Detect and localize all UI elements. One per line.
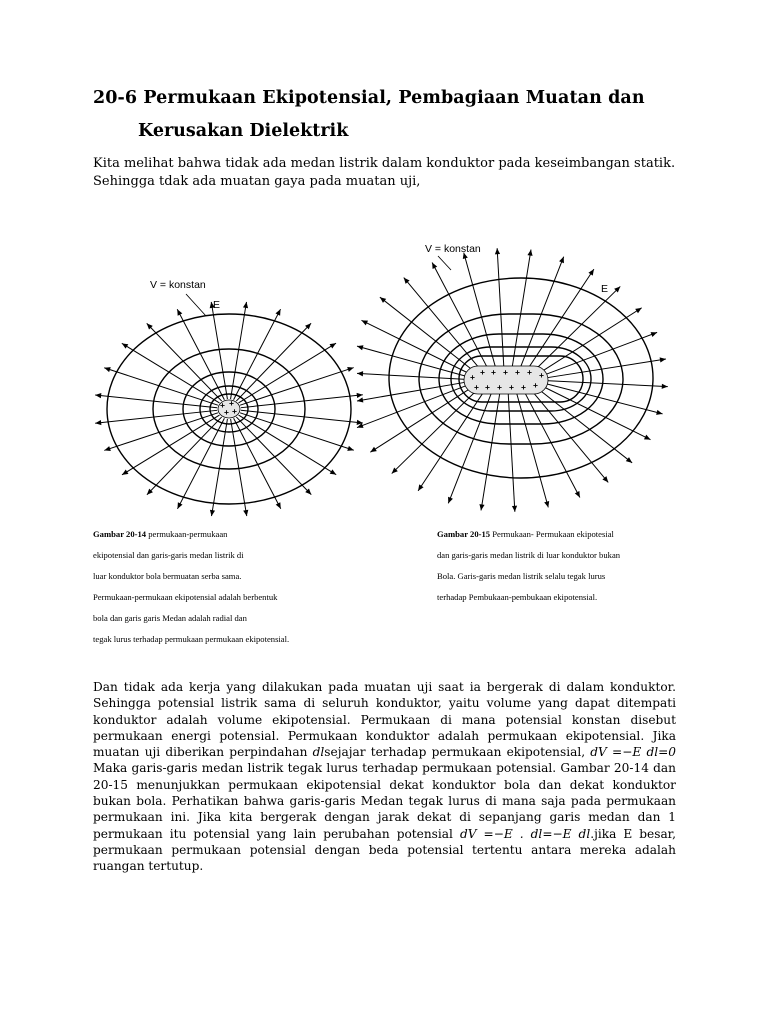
section-title-line1: 20-6 Permukaan Ekipotensial, Pembagiaan Muatan dan	[93, 88, 645, 108]
field-line	[104, 413, 218, 451]
field-arrowhead	[527, 250, 532, 256]
field-arrowhead	[660, 357, 666, 362]
math-dv-equation: dV =−E . dl=−E dl	[459, 826, 591, 841]
field-line	[234, 418, 281, 509]
charge-plus: +	[515, 367, 520, 377]
body-line: permukaan permukaan potensial dengan beda potensial tertentu antara mereka adalah	[93, 842, 676, 857]
charge-plus: +	[491, 367, 496, 377]
body-line: permukaan energi potensial. Permukaan konduktor adalah permukaan ekipotensial. Jika	[93, 728, 676, 743]
field-arrowhead	[330, 469, 336, 474]
math-dv-equation: dV =−E dl=0	[590, 745, 676, 760]
field-arrowhead	[370, 447, 376, 452]
field-arrowhead	[357, 371, 363, 376]
field-line	[104, 368, 218, 405]
charge-plus: +	[232, 406, 237, 416]
field-arrowhead	[479, 504, 484, 510]
field-line	[177, 418, 224, 509]
field-arrowhead	[662, 384, 668, 389]
body-line: konduktor adalah volume ekipotensial. Permukaan di mana potensial konstan disebut	[93, 712, 676, 727]
field-line	[147, 417, 222, 495]
charge-plus: +	[485, 382, 490, 392]
field-arrowhead	[243, 510, 248, 516]
caption-line: Bola. Garis-garis medan listrik selalu tegak lurus	[437, 571, 606, 581]
field-arrowhead	[418, 484, 423, 490]
field-line	[177, 309, 224, 400]
label-leader-line	[186, 294, 206, 316]
charge-plus: +	[503, 367, 508, 377]
charge-plus: +	[224, 407, 229, 417]
field-arrowhead	[104, 446, 111, 451]
e-field-label: E	[601, 283, 609, 295]
charge-plus: +	[470, 372, 475, 382]
field-line	[516, 393, 548, 508]
caption-line: Permukaan- Permukaan ekipotesial	[490, 529, 614, 539]
charge-plus: +	[509, 382, 514, 392]
field-line	[542, 386, 651, 440]
field-line	[546, 381, 668, 387]
field-line	[147, 323, 222, 401]
caption-line: permukaan-permukaan	[146, 529, 228, 539]
figure-nonspherical-equipotential	[353, 230, 678, 520]
intro-line: Kita melihat bahwa tidak ada medan listrik dalam konduktor pada keseimbangan statik.	[93, 156, 676, 171]
intro-line: Sehingga tdak ada muatan gaya pada muatan uji,	[93, 174, 421, 189]
body-paragraph	[93, 679, 676, 875]
charge-plus: +	[497, 382, 502, 392]
caption-line: dan garis-garis medan listrik di luar konduktor bukan	[437, 550, 621, 560]
field-arrowhead	[448, 497, 453, 504]
field-line	[464, 253, 496, 368]
field-arrowhead	[512, 506, 517, 512]
field-line	[241, 395, 363, 408]
field-arrowhead	[357, 397, 363, 402]
field-arrowhead	[104, 367, 111, 372]
charge-plus: +	[521, 382, 526, 392]
body-line: 20-15 menunjukkan permukaan ekipotensial dekat konduktor bola dan dekat konduktor	[93, 777, 676, 792]
body-line: ruangan tertutup.	[93, 859, 204, 874]
caption-line: bola dan garis garis Medan adalah radial dan	[93, 613, 247, 623]
field-arrowhead	[495, 248, 500, 254]
caption-label: Gambar 20-15	[437, 529, 491, 539]
field-line	[240, 413, 354, 450]
body-line: permukaan ini. Jika kita bergerak dengan jarak dekat di sepanjang garis medan dan 1	[93, 810, 676, 825]
caption-label: Gambar 20-14	[93, 529, 147, 539]
caption-line: luar konduktor bola bermuatan serba sama.	[93, 571, 242, 581]
body-line: bukan bola. Perhatikan bahwa garis-garis Medan tegak lurus di mana saja pada permukaan	[93, 794, 676, 809]
field-line	[95, 410, 217, 423]
field-line	[531, 390, 608, 482]
field-line	[370, 387, 472, 452]
math-dl: dl	[312, 745, 325, 760]
body-line: muatan uji diberikan perpindahan dlsejajar terhadap permukaan ekipotensial, dV =−E dl=0	[93, 745, 676, 760]
body-line: Dan tidak ada kerja yang dilakukan pada muatan uji saat ia bergerak di dalam konduktor.	[93, 680, 676, 694]
field-line	[240, 368, 354, 406]
field-line	[357, 346, 467, 377]
body-line: Maka garis-garis medan listrik tegak lurus terhadap permukaan potensial. Gambar 20-14 dan	[93, 761, 676, 776]
field-arrowhead	[95, 393, 101, 398]
field-arrowhead	[122, 469, 128, 474]
body-line: Sehingga potensial listrik sama di seluruh konduktor, yaitu volume yang dapat ditempati	[93, 696, 676, 711]
v-constant-label: V = konstan	[150, 279, 206, 291]
field-line	[95, 395, 217, 408]
field-line	[361, 320, 470, 374]
field-line	[545, 359, 665, 378]
field-arrowhead	[635, 308, 641, 313]
field-arrowhead	[588, 269, 593, 275]
caption-line: ekipotensial dan garis-garis medan listrik di	[93, 550, 244, 560]
charge-plus: +	[539, 370, 544, 380]
field-line	[512, 250, 531, 368]
field-arrowhead	[357, 423, 364, 428]
caption-figure-20-14	[93, 524, 289, 650]
field-line	[234, 309, 281, 400]
field-line	[539, 308, 641, 373]
field-line	[432, 263, 488, 369]
field-arrowhead	[210, 510, 215, 516]
intro-paragraph	[93, 155, 683, 191]
charge-plus: +	[229, 398, 234, 408]
label-leader-line	[438, 256, 451, 270]
field-arrowhead	[243, 302, 248, 308]
field-line	[357, 373, 466, 379]
field-arrowhead	[122, 343, 128, 348]
field-line	[404, 278, 481, 370]
field-line	[241, 410, 363, 423]
figure-spherical-equipotential	[88, 268, 358, 518]
caption-figure-20-15	[437, 524, 620, 608]
field-line	[497, 248, 504, 367]
body-line: permukaan itu potensial yang lain perubahan potensial dV =−E . dl=−E dl.jika E besar,	[93, 826, 677, 841]
charge-plus: +	[474, 382, 479, 392]
charged-conductor	[464, 366, 548, 394]
v-constant-label: V = konstan	[425, 243, 481, 255]
caption-line: terhadap Pembukaan-pembukaan ekipotensial.	[437, 592, 598, 602]
field-line	[236, 417, 311, 495]
field-arrowhead	[651, 332, 658, 337]
e-field-label: E	[213, 299, 221, 311]
field-arrowhead	[95, 420, 101, 425]
field-arrowhead	[380, 297, 386, 303]
field-arrowhead	[330, 343, 336, 348]
section-title-line2: Kerusakan Dielektrik	[138, 121, 349, 141]
field-line	[528, 269, 594, 369]
caption-line: tegak lurus terhadap permukaan permukaan ekipotensial.	[93, 634, 290, 644]
field-arrowhead	[626, 457, 632, 463]
charge-plus: +	[480, 367, 485, 377]
field-arrowhead	[559, 257, 564, 264]
caption-line: Permukaan-permukaan ekipotensial adalah berbentuk	[93, 592, 278, 602]
charge-plus: +	[527, 367, 532, 377]
field-line	[236, 323, 311, 401]
charge-plus: +	[533, 380, 538, 390]
charge-plus: +	[220, 400, 225, 410]
